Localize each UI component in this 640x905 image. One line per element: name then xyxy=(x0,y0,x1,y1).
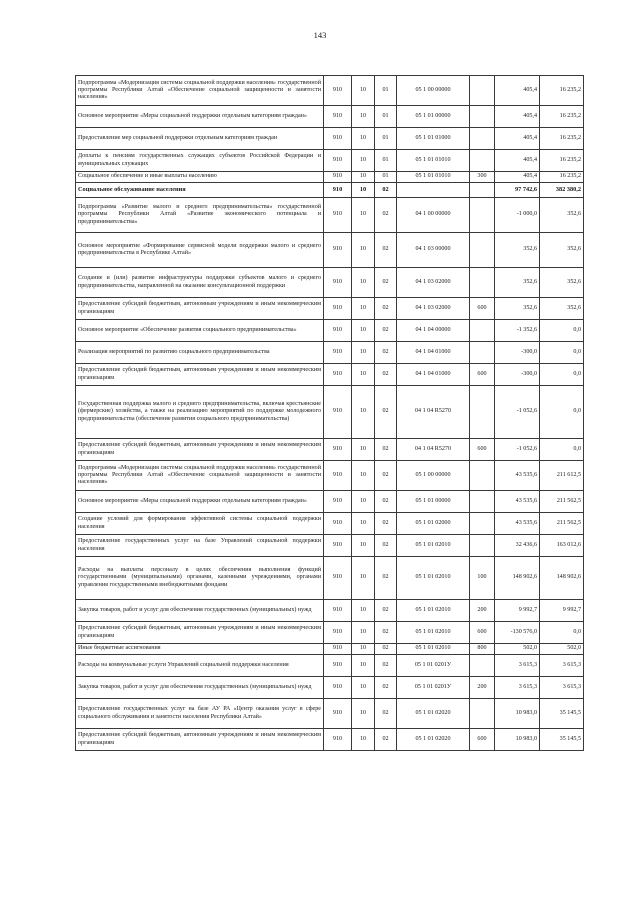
grbs-cell: 910 xyxy=(324,622,352,644)
subsection-cell: 01 xyxy=(375,128,397,150)
name-cell: Расходы на выплаты персоналу в целях обеспечения выполнения функций государственными (муниципальными) органами, казенными учреждениями, органами управления государственными внебюджетными фондами xyxy=(76,557,324,600)
target-article-cell: 05 1 01 02020 xyxy=(397,729,470,751)
table-row xyxy=(76,172,584,183)
amount-total-cell: 16 235,2 xyxy=(540,150,584,172)
table-row xyxy=(76,233,584,268)
amount-total-cell: 3 615,3 xyxy=(540,677,584,699)
name-cell: Основное мероприятие «Формирование сервисной модели поддержки малого и среднего предпринимательства в Республике Алтай» xyxy=(76,233,324,268)
expense-type-cell xyxy=(470,198,495,233)
grbs-cell: 910 xyxy=(324,150,352,172)
subsection-cell: 02 xyxy=(375,183,397,198)
amount-change-cell: 405,4 xyxy=(495,128,540,150)
name-cell: Подпрограмма «Развитие малого и среднего предпринимательства» государственной программы Республики Алтай «Развитие экономического потенциала и предпринимательства» xyxy=(76,198,324,233)
section-cell: 10 xyxy=(352,364,375,386)
target-article-cell: 05 1 01 0201У xyxy=(397,655,470,677)
table-row xyxy=(76,461,584,491)
amount-change-cell: 97 742,6 xyxy=(495,183,540,198)
target-article-cell: 05 1 01 0201У xyxy=(397,677,470,699)
name-cell: Предоставление субсидий бюджетным, автономным учреждениям и иным некоммерческим организациям xyxy=(76,364,324,386)
target-article-cell: 04 1 03 00000 xyxy=(397,233,470,268)
target-article-cell: 04 1 04 00000 xyxy=(397,320,470,342)
section-cell: 10 xyxy=(352,183,375,198)
subsection-cell: 02 xyxy=(375,233,397,268)
table-row xyxy=(76,183,584,198)
section-cell: 10 xyxy=(352,320,375,342)
amount-total-cell: 163 012,6 xyxy=(540,535,584,557)
expense-type-cell xyxy=(470,150,495,172)
grbs-cell: 910 xyxy=(324,268,352,298)
amount-total-cell: 0,0 xyxy=(540,439,584,461)
amount-change-cell: 43 535,6 xyxy=(495,513,540,535)
amount-change-cell: 10 983,0 xyxy=(495,699,540,729)
subsection-cell: 02 xyxy=(375,439,397,461)
subsection-cell: 02 xyxy=(375,342,397,364)
table-row xyxy=(76,364,584,386)
table-row xyxy=(76,386,584,439)
amount-change-cell: 43 535,6 xyxy=(495,491,540,513)
amount-total-cell: 0,0 xyxy=(540,622,584,644)
amount-change-cell: 9 992,7 xyxy=(495,600,540,622)
section-cell: 10 xyxy=(352,198,375,233)
target-article-cell: 05 1 01 01010 xyxy=(397,172,470,183)
amount-change-cell: 3 615,3 xyxy=(495,677,540,699)
name-cell: Основное мероприятие «Обеспечение развития социального предпринимательства» xyxy=(76,320,324,342)
section-cell: 10 xyxy=(352,342,375,364)
amount-total-cell: 3 615,3 xyxy=(540,655,584,677)
name-cell: Предоставление субсидий бюджетным, автономным учреждениям и иным некоммерческим организациям xyxy=(76,729,324,751)
expense-type-cell xyxy=(470,491,495,513)
subsection-cell: 01 xyxy=(375,106,397,128)
table-row xyxy=(76,106,584,128)
section-cell: 10 xyxy=(352,729,375,751)
expense-type-cell: 200 xyxy=(470,677,495,699)
name-cell: Подпрограмма «Модернизация системы социальной поддержки населения» государственной программы Республики Алтай «Обеспечение социальной защищенности и занятости населения» xyxy=(76,76,324,106)
amount-change-cell: 405,4 xyxy=(495,150,540,172)
amount-total-cell: 211 562,5 xyxy=(540,491,584,513)
grbs-cell: 910 xyxy=(324,298,352,320)
expense-type-cell xyxy=(470,535,495,557)
name-cell: Иные бюджетные ассигнования xyxy=(76,644,324,655)
amount-change-cell: 405,4 xyxy=(495,76,540,106)
table-row xyxy=(76,644,584,655)
target-article-cell: 04 1 03 02000 xyxy=(397,268,470,298)
grbs-cell: 910 xyxy=(324,386,352,439)
expense-type-cell: 600 xyxy=(470,622,495,644)
amount-change-cell: -1 052,6 xyxy=(495,439,540,461)
grbs-cell: 910 xyxy=(324,535,352,557)
amount-total-cell: 35 145,5 xyxy=(540,729,584,751)
section-cell: 10 xyxy=(352,513,375,535)
subsection-cell: 02 xyxy=(375,644,397,655)
expense-type-cell xyxy=(470,233,495,268)
table-row xyxy=(76,699,584,729)
subsection-cell: 01 xyxy=(375,150,397,172)
section-cell: 10 xyxy=(352,535,375,557)
name-cell: Предоставление государственных услуг на базе АУ РА «Центр оказания услуг в сфере социального обслуживания и занятости населения Республики Алтай» xyxy=(76,699,324,729)
table-row xyxy=(76,342,584,364)
table-row xyxy=(76,320,584,342)
grbs-cell: 910 xyxy=(324,644,352,655)
section-cell: 10 xyxy=(352,600,375,622)
amount-change-cell: -300,0 xyxy=(495,364,540,386)
section-cell: 10 xyxy=(352,76,375,106)
section-cell: 10 xyxy=(352,557,375,600)
subsection-cell: 02 xyxy=(375,320,397,342)
amount-change-cell: 32 436,6 xyxy=(495,535,540,557)
amount-total-cell: 0,0 xyxy=(540,364,584,386)
subsection-cell: 02 xyxy=(375,622,397,644)
target-article-cell: 05 1 01 00000 xyxy=(397,106,470,128)
amount-total-cell: 382 380,2 xyxy=(540,183,584,198)
expense-type-cell: 200 xyxy=(470,600,495,622)
expense-type-cell: 100 xyxy=(470,557,495,600)
name-cell: Социальное обслуживание населения xyxy=(76,183,324,198)
section-cell: 10 xyxy=(352,298,375,320)
grbs-cell: 910 xyxy=(324,320,352,342)
target-article-cell: 05 1 01 02010 xyxy=(397,622,470,644)
target-article-cell: 05 1 01 01000 xyxy=(397,128,470,150)
name-cell: Государственная поддержка малого и среднего предпринимательства, включая крестьянские (фермерские) хозяйства, а также на реализацию мероприятий по поддержке молодежного предпринимательства (обеспечение развития социального предпринимательства) xyxy=(76,386,324,439)
amount-total-cell: 35 145,5 xyxy=(540,699,584,729)
table-row xyxy=(76,677,584,699)
amount-total-cell: 211 612,5 xyxy=(540,461,584,491)
section-cell: 10 xyxy=(352,655,375,677)
subsection-cell: 02 xyxy=(375,298,397,320)
subsection-cell: 02 xyxy=(375,677,397,699)
subsection-cell: 02 xyxy=(375,461,397,491)
budget-table xyxy=(75,75,584,751)
target-article-cell: 05 1 01 02000 xyxy=(397,513,470,535)
section-cell: 10 xyxy=(352,491,375,513)
subsection-cell: 02 xyxy=(375,491,397,513)
name-cell: Расходы на коммунальные услуги Управлений социальной поддержки населения xyxy=(76,655,324,677)
grbs-cell: 910 xyxy=(324,342,352,364)
amount-total-cell: 211 562,5 xyxy=(540,513,584,535)
grbs-cell: 910 xyxy=(324,513,352,535)
expense-type-cell xyxy=(470,513,495,535)
expense-type-cell xyxy=(470,699,495,729)
section-cell: 10 xyxy=(352,677,375,699)
table-row xyxy=(76,491,584,513)
target-article-cell: 04 1 04 01000 xyxy=(397,342,470,364)
expense-type-cell: 600 xyxy=(470,364,495,386)
expense-type-cell xyxy=(470,342,495,364)
grbs-cell: 910 xyxy=(324,172,352,183)
amount-total-cell: 0,0 xyxy=(540,386,584,439)
section-cell: 10 xyxy=(352,233,375,268)
section-cell: 10 xyxy=(352,644,375,655)
grbs-cell: 910 xyxy=(324,233,352,268)
amount-total-cell: 0,0 xyxy=(540,342,584,364)
amount-total-cell: 352,6 xyxy=(540,268,584,298)
grbs-cell: 910 xyxy=(324,677,352,699)
amount-total-cell: 502,0 xyxy=(540,644,584,655)
target-article-cell: 05 1 00 00000 xyxy=(397,461,470,491)
target-article-cell: 05 1 01 02010 xyxy=(397,535,470,557)
table-row xyxy=(76,76,584,106)
target-article-cell: 05 1 00 00000 xyxy=(397,76,470,106)
amount-total-cell: 352,6 xyxy=(540,198,584,233)
amount-total-cell: 16 235,2 xyxy=(540,76,584,106)
amount-change-cell: 10 983,0 xyxy=(495,729,540,751)
grbs-cell: 910 xyxy=(324,364,352,386)
amount-total-cell: 352,6 xyxy=(540,233,584,268)
table-row xyxy=(76,298,584,320)
name-cell: Доплаты к пенсиям государственных служащих субъектов Российской Федерации и муниципальных служащих xyxy=(76,150,324,172)
target-article-cell: 05 1 01 02020 xyxy=(397,699,470,729)
grbs-cell: 910 xyxy=(324,439,352,461)
section-cell: 10 xyxy=(352,128,375,150)
section-cell: 10 xyxy=(352,150,375,172)
name-cell: Предоставление субсидий бюджетным, автономным учреждениям и иным некоммерческим организациям xyxy=(76,439,324,461)
expense-type-cell xyxy=(470,655,495,677)
amount-change-cell: 502,0 xyxy=(495,644,540,655)
amount-total-cell: 16 235,2 xyxy=(540,172,584,183)
target-article-cell: 05 1 01 00000 xyxy=(397,491,470,513)
target-article-cell xyxy=(397,183,470,198)
target-article-cell: 05 1 01 02010 xyxy=(397,557,470,600)
subsection-cell: 02 xyxy=(375,655,397,677)
section-cell: 10 xyxy=(352,461,375,491)
target-article-cell: 05 1 01 02010 xyxy=(397,600,470,622)
table-row xyxy=(76,622,584,644)
table-row xyxy=(76,729,584,751)
name-cell: Подпрограмма «Модернизация системы социальной поддержки населения» государственной программы Республики Алтай «Обеспечение социальной защищенности и занятости населения» xyxy=(76,461,324,491)
expense-type-cell: 600 xyxy=(470,439,495,461)
subsection-cell: 01 xyxy=(375,76,397,106)
subsection-cell: 02 xyxy=(375,364,397,386)
name-cell: Предоставление субсидий бюджетным, автономным учреждениям и иным некоммерческим организациям xyxy=(76,622,324,644)
expense-type-cell xyxy=(470,461,495,491)
section-cell: 10 xyxy=(352,106,375,128)
section-cell: 10 xyxy=(352,172,375,183)
amount-total-cell: 16 235,2 xyxy=(540,128,584,150)
subsection-cell: 02 xyxy=(375,699,397,729)
name-cell: Создание условий для формирования эффективной системы социальной поддержки населения xyxy=(76,513,324,535)
table-row xyxy=(76,600,584,622)
section-cell: 10 xyxy=(352,268,375,298)
amount-total-cell: 16 235,2 xyxy=(540,106,584,128)
grbs-cell: 910 xyxy=(324,557,352,600)
amount-change-cell: 352,6 xyxy=(495,268,540,298)
amount-change-cell: 148 902,6 xyxy=(495,557,540,600)
expense-type-cell: 600 xyxy=(470,298,495,320)
name-cell: Основное мероприятие «Меры социальной поддержки отдельным категориям граждан» xyxy=(76,491,324,513)
amount-total-cell: 9 992,7 xyxy=(540,600,584,622)
subsection-cell: 02 xyxy=(375,198,397,233)
amount-change-cell: 405,4 xyxy=(495,172,540,183)
amount-change-cell: -130 576,0 xyxy=(495,622,540,644)
name-cell: Предоставление государственных услуг на базе Управлений социальной поддержки населения xyxy=(76,535,324,557)
target-article-cell: 04 1 04 01000 xyxy=(397,364,470,386)
grbs-cell: 910 xyxy=(324,461,352,491)
expense-type-cell xyxy=(470,183,495,198)
subsection-cell: 02 xyxy=(375,600,397,622)
subsection-cell: 02 xyxy=(375,729,397,751)
target-article-cell: 04 1 04 R5270 xyxy=(397,386,470,439)
target-article-cell: 04 1 00 00000 xyxy=(397,198,470,233)
expense-type-cell xyxy=(470,320,495,342)
subsection-cell: 01 xyxy=(375,172,397,183)
target-article-cell: 05 1 01 02010 xyxy=(397,644,470,655)
target-article-cell: 04 1 04 R5270 xyxy=(397,439,470,461)
grbs-cell: 910 xyxy=(324,76,352,106)
grbs-cell: 910 xyxy=(324,491,352,513)
section-cell: 10 xyxy=(352,699,375,729)
subsection-cell: 02 xyxy=(375,513,397,535)
table-row xyxy=(76,557,584,600)
name-cell: Социальное обеспечение и иные выплаты населению xyxy=(76,172,324,183)
amount-total-cell: 352,6 xyxy=(540,298,584,320)
grbs-cell: 910 xyxy=(324,699,352,729)
grbs-cell: 910 xyxy=(324,655,352,677)
subsection-cell: 02 xyxy=(375,268,397,298)
expense-type-cell xyxy=(470,106,495,128)
name-cell: Реализация мероприятий по развитию социального предпринимательства xyxy=(76,342,324,364)
table-row xyxy=(76,150,584,172)
grbs-cell: 910 xyxy=(324,183,352,198)
expense-type-cell xyxy=(470,386,495,439)
expense-type-cell: 800 xyxy=(470,644,495,655)
grbs-cell: 910 xyxy=(324,198,352,233)
name-cell: Основное мероприятие «Меры социальной поддержки отдельным категориям граждан» xyxy=(76,106,324,128)
subsection-cell: 02 xyxy=(375,386,397,439)
grbs-cell: 910 xyxy=(324,600,352,622)
amount-change-cell: -300,0 xyxy=(495,342,540,364)
name-cell: Закупка товаров, работ и услуг для обеспечения государственных (муниципальных) нужд xyxy=(76,600,324,622)
amount-change-cell: 352,6 xyxy=(495,298,540,320)
table-row xyxy=(76,128,584,150)
expense-type-cell xyxy=(470,268,495,298)
table-body xyxy=(76,76,584,751)
expense-type-cell: 600 xyxy=(470,729,495,751)
amount-total-cell: 0,0 xyxy=(540,320,584,342)
table-row xyxy=(76,513,584,535)
section-cell: 10 xyxy=(352,439,375,461)
expense-type-cell xyxy=(470,128,495,150)
target-article-cell: 05 1 01 01010 xyxy=(397,150,470,172)
target-article-cell: 04 1 03 02000 xyxy=(397,298,470,320)
amount-change-cell: 352,6 xyxy=(495,233,540,268)
amount-change-cell: 43 535,6 xyxy=(495,461,540,491)
subsection-cell: 02 xyxy=(375,535,397,557)
table-row xyxy=(76,198,584,233)
amount-change-cell: 3 615,3 xyxy=(495,655,540,677)
table-row xyxy=(76,535,584,557)
table-row xyxy=(76,655,584,677)
amount-change-cell: -1 052,6 xyxy=(495,386,540,439)
section-cell: 10 xyxy=(352,386,375,439)
amount-change-cell: -1 352,6 xyxy=(495,320,540,342)
name-cell: Предоставление мер социальной поддержки отдельным категориям граждан xyxy=(76,128,324,150)
section-cell: 10 xyxy=(352,622,375,644)
amount-change-cell: 405,4 xyxy=(495,106,540,128)
grbs-cell: 910 xyxy=(324,729,352,751)
page-number: 143 xyxy=(313,30,327,40)
grbs-cell: 910 xyxy=(324,128,352,150)
subsection-cell: 02 xyxy=(375,557,397,600)
table-row xyxy=(76,439,584,461)
expense-type-cell: 300 xyxy=(470,172,495,183)
expense-type-cell xyxy=(470,76,495,106)
name-cell: Создание и (или) развитие инфраструктуры поддержки субъектов малого и среднего предпринимательства, направленной на оказание консультационной поддержки xyxy=(76,268,324,298)
amount-total-cell: 148 902,6 xyxy=(540,557,584,600)
name-cell: Закупка товаров, работ и услуг для обеспечения государственных (муниципальных) нужд xyxy=(76,677,324,699)
table-row xyxy=(76,268,584,298)
grbs-cell: 910 xyxy=(324,106,352,128)
amount-change-cell: -1 000,0 xyxy=(495,198,540,233)
name-cell: Предоставление субсидий бюджетным, автономным учреждениям и иным некоммерческим организациям xyxy=(76,298,324,320)
